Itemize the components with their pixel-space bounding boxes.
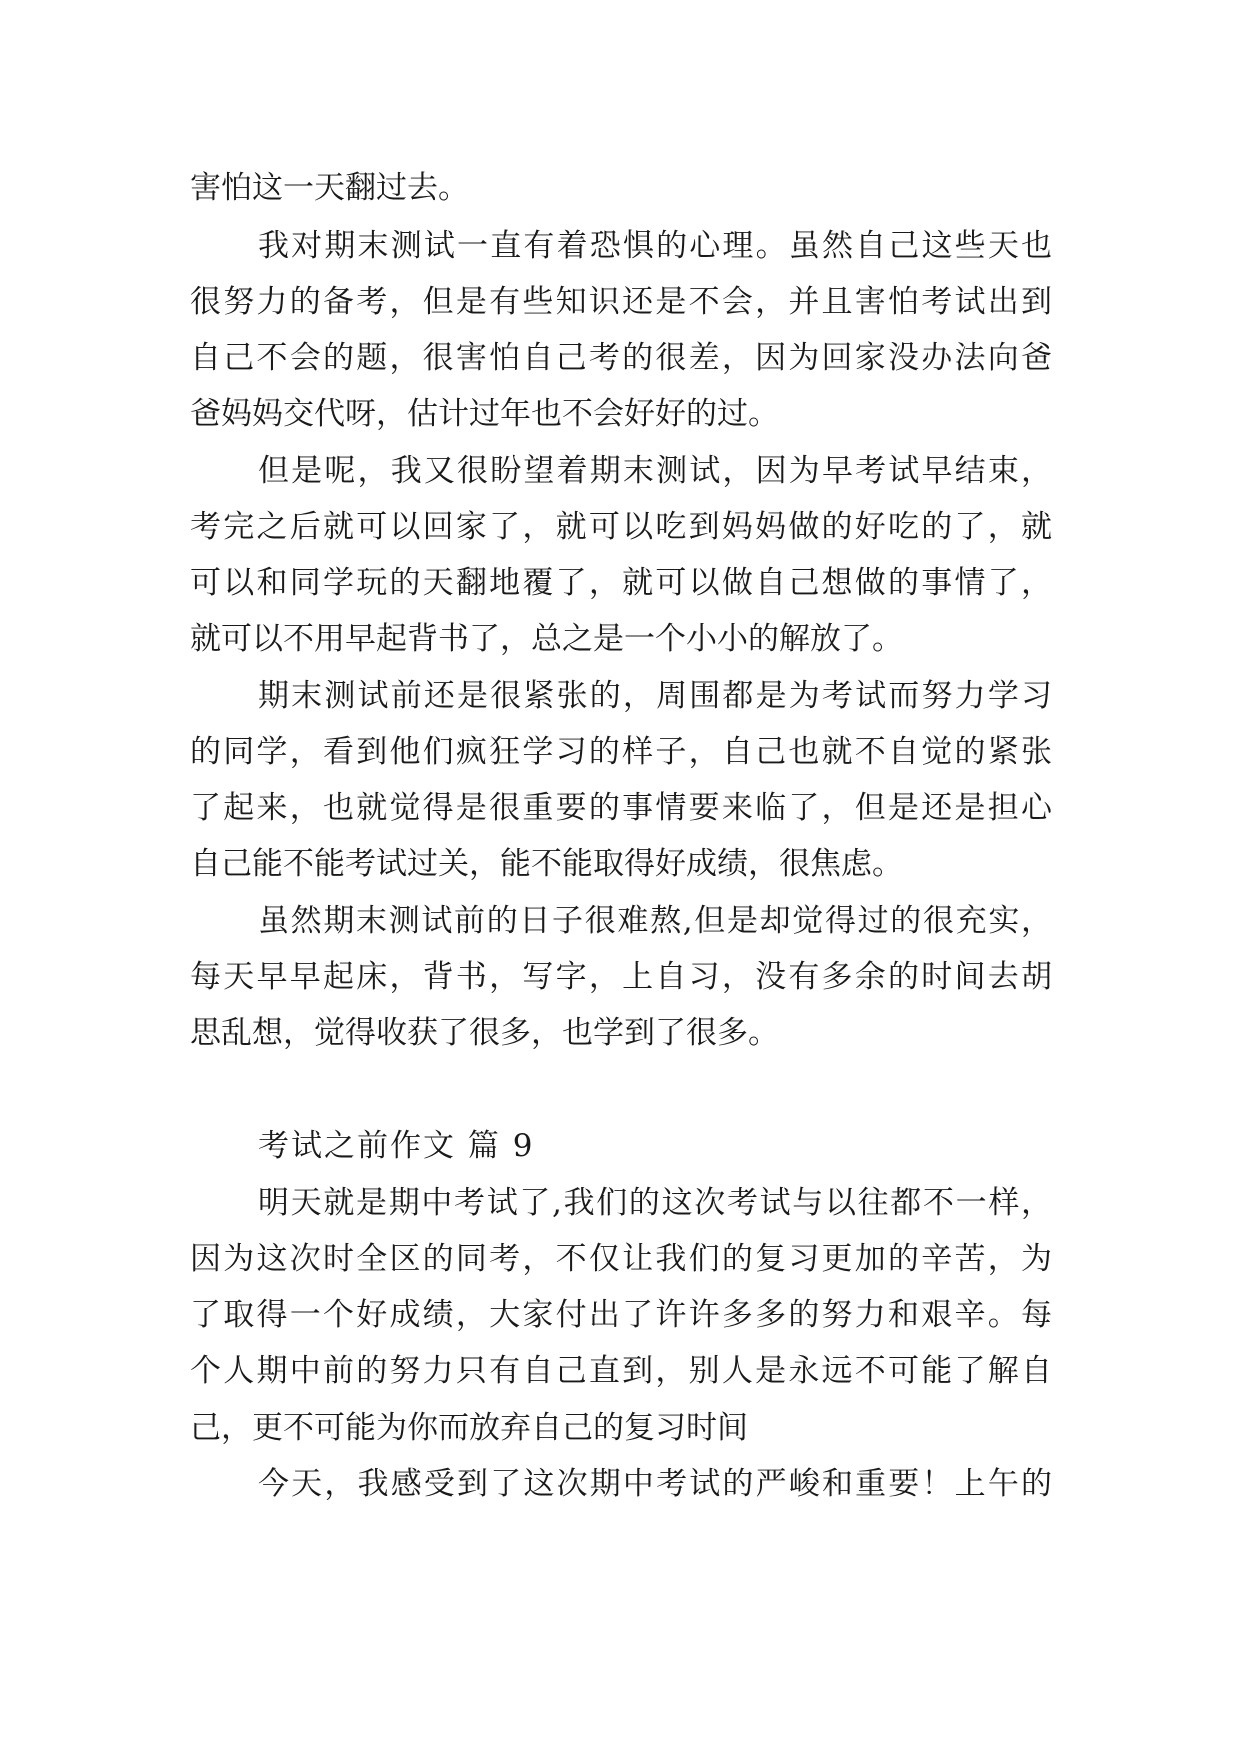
paragraph-line: 自己能不能考试过关，能不能取得好成绩，很焦虑。 bbox=[190, 846, 903, 882]
paragraph-line: 了起来，也就觉得是很重要的事情要来临了，但是还是担心 bbox=[190, 790, 1052, 826]
paragraph-line: 期末测试前还是很紧张的，周围都是为考试而努力学习 bbox=[258, 678, 1052, 714]
paragraph-line: 爸妈妈交代呀，估计过年也不会好好的过。 bbox=[190, 396, 779, 432]
paragraph-line: 考完之后就可以回家了，就可以吃到妈妈做的好吃的了，就 bbox=[190, 509, 1052, 545]
paragraph-line: 可以和同学玩的天翻地覆了，就可以做自己想做的事情了， bbox=[190, 565, 1052, 601]
paragraph-line: 思乱想，觉得收获了很多，也学到了很多。 bbox=[190, 1015, 779, 1051]
paragraph-line: 明天就是期中考试了,我们的这次考试与以往都不一样， bbox=[258, 1185, 1052, 1221]
paragraph-line: 很努力的备考，但是有些知识还是不会，并且害怕考试出到 bbox=[190, 284, 1052, 320]
paragraph-line: 害怕这一天翻过去。 bbox=[190, 170, 469, 206]
section-heading: 考试之前作文 篇 9 bbox=[258, 1128, 535, 1164]
paragraph-line: 个人期中前的努力只有自己直到，别人是永远不可能了解自 bbox=[190, 1353, 1052, 1389]
paragraph-line: 就可以不用早起背书了，总之是一个小小的解放了。 bbox=[190, 621, 903, 657]
paragraph-line: 了取得一个好成绩，大家付出了许许多多的努力和艰辛。每 bbox=[190, 1297, 1052, 1333]
paragraph-line: 每天早早起床，背书，写字，上自习，没有多余的时间去胡 bbox=[190, 959, 1052, 995]
paragraph-line: 己，更不可能为你而放弃自己的复习时间 bbox=[190, 1410, 748, 1446]
paragraph-line: 虽然期末测试前的日子很难熬,但是却觉得过的很充实， bbox=[258, 903, 1052, 939]
paragraph-line: 的同学，看到他们疯狂学习的样子，自己也就不自觉的紧张 bbox=[190, 734, 1052, 770]
paragraph-line: 因为这次时全区的同考，不仅让我们的复习更加的辛苦，为 bbox=[190, 1241, 1052, 1277]
paragraph-line: 今天，我感受到了这次期中考试的严峻和重要！上午的 bbox=[258, 1466, 1052, 1502]
paragraph-line: 但是呢，我又很盼望着期末测试，因为早考试早结束， bbox=[258, 453, 1052, 489]
paragraph-line: 自己不会的题，很害怕自己考的很差，因为回家没办法向爸 bbox=[190, 340, 1052, 376]
paragraph-line: 我对期末测试一直有着恐惧的心理。虽然自己这些天也 bbox=[258, 228, 1052, 264]
